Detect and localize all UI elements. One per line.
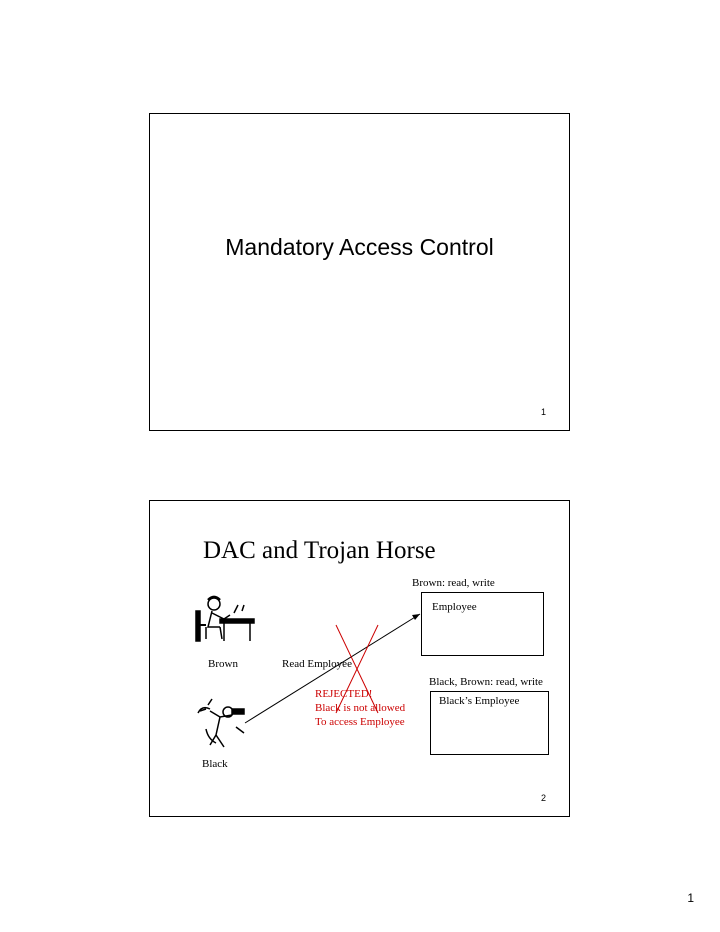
slide-1-title: Mandatory Access Control	[225, 234, 494, 260]
rejected-line-3: To access Employee	[315, 716, 405, 728]
slide-2	[149, 500, 570, 817]
read-employee-label: Read Employee	[282, 658, 352, 670]
black-employee-table-box	[430, 691, 549, 755]
slide-2-title: DAC and Trojan Horse	[203, 537, 436, 564]
slide-2-number: 2	[540, 793, 546, 803]
black-employee-label: Black’s Employee	[439, 695, 520, 707]
rejected-line-2: Black is not allowed	[315, 702, 406, 714]
employee-label: Employee	[432, 601, 477, 613]
rejected-message	[315, 687, 405, 729]
brown-label: Brown	[208, 658, 238, 670]
black-permission-label: Black, Brown: read, write	[429, 676, 543, 688]
brown-figure-icon	[196, 597, 254, 641]
slide-1-number: 1	[540, 407, 546, 417]
slide-1	[149, 113, 570, 431]
page-number: 1	[687, 891, 694, 905]
brown-permission-label: Brown: read, write	[412, 577, 495, 589]
black-figure-icon	[198, 699, 244, 747]
rejected-line-1: REJECTED!	[315, 688, 373, 700]
black-label: Black	[202, 758, 228, 770]
